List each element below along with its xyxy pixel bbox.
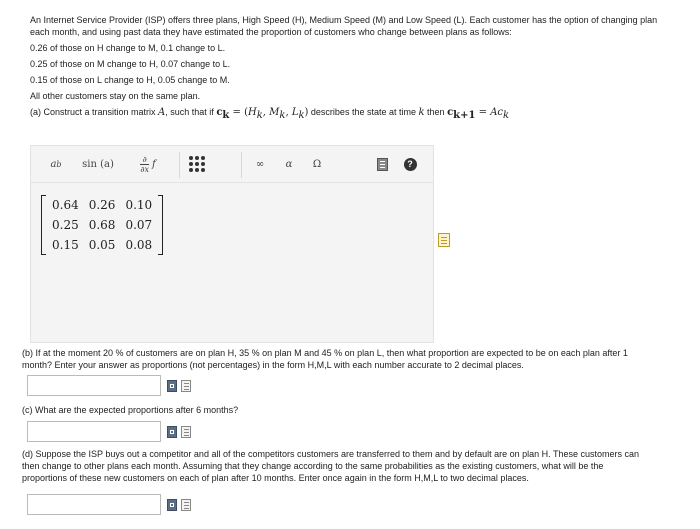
matrix-cell: 0.15 [52, 238, 79, 252]
transition-matrix [41, 195, 163, 255]
part-b-line-2: month? Enter your answer as proportions (not percentages) in the form H,M,L with each number accurate to 2 decimal places. [22, 360, 524, 370]
matrix-cell: 0.64 [52, 198, 79, 212]
sin-button[interactable]: sin (a) [82, 158, 114, 170]
math-editor-toolbar [30, 145, 434, 183]
part-b-line-1: (b) If at the moment 20 % of customers are on plan H, 35 % on plan M and 45 % on plan L, then what proportion are expected to be on each plan after 1 [22, 348, 628, 358]
matrix-row [47, 195, 157, 215]
part-d-help-icon[interactable] [181, 499, 191, 511]
matrix-grid-button[interactable] [181, 150, 213, 178]
matrix-cell: 0.10 [125, 198, 153, 212]
power-button[interactable]: a b [50, 158, 62, 170]
matrix-row [47, 215, 157, 235]
part-c-answer-input[interactable] [27, 421, 161, 442]
part-d-preview-icon[interactable] [167, 499, 177, 511]
preview-icon[interactable] [438, 233, 450, 247]
part-d-line-1: (d) Suppose the ISP buys out a competitor and all of the competitors customers are transferred to them and by default are on plan H. These customers can [22, 449, 639, 459]
matrix-cell: 0.68 [88, 218, 116, 232]
intro-line-1: An Internet Service Provider (ISP) offers three plans, High Speed (H), Medium Speed (M) and Low Speed (L). Each customer has the option of changing plan [30, 15, 658, 25]
matrix-grid-icon [189, 156, 205, 172]
part-c-preview-icon[interactable] [167, 426, 177, 438]
part-b-preview-icon[interactable] [167, 380, 177, 392]
part-d-line-3: proportions of these new customers on each of plan after 10 months. Enter once again in the form H,M,L to two decimal places. [22, 473, 529, 483]
rule-h: 0.26 of those on H change to M, 0.1 change to L. [30, 43, 226, 53]
matrix-cell: 0.08 [125, 238, 153, 252]
help-icon: ? [404, 158, 417, 171]
alpha-button[interactable]: α [285, 158, 293, 170]
matrix-symbol: A [158, 107, 166, 118]
matrix-answer-editor[interactable] [30, 183, 434, 343]
intro-line-2: each month, and using past data they have estimated the proportion of customers who change between plans as follows: [30, 27, 512, 37]
matrix-cell: 0.05 [88, 238, 116, 252]
infinity-button[interactable]: ∞ [255, 158, 265, 170]
part-a-question: (a) Construct a transition matrix A, such that if $c_k = (H_k$, $M_k$, $L_k$) describes the state at time k then $c_{k+1} = Ac_k$ [30, 107, 510, 121]
part-d-answer-input[interactable] [27, 494, 161, 515]
partial-derivative-button[interactable]: ∂ ∂x f [140, 154, 156, 174]
rule-l: 0.15 of those on L change to H, 0.05 change to M. [30, 75, 230, 85]
omega-button[interactable]: Ω [312, 158, 322, 170]
matrix-cell: 0.25 [52, 218, 79, 232]
book-icon [377, 158, 388, 171]
part-c-question: (c) What are the expected proportions after 6 months? [22, 405, 239, 415]
part-b-help-icon[interactable] [181, 380, 191, 392]
part-d-line-2: then change to other plans each month. Assuming that they change according to the same probabilities as the existing customers, what will be the [22, 461, 604, 471]
help-button[interactable] [399, 150, 421, 178]
rule-m: 0.25 of those on M change to H, 0.07 change to L. [30, 59, 231, 69]
part-c-help-icon[interactable] [181, 426, 191, 438]
matrix-cell: 0.07 [125, 218, 153, 232]
rule-other: All other customers stay on the same plan. [30, 91, 201, 101]
matrix-cell: 0.26 [88, 198, 116, 212]
part-b-answer-input[interactable] [27, 375, 161, 396]
matrix-row [47, 235, 157, 255]
reference-book-button[interactable] [371, 150, 393, 178]
